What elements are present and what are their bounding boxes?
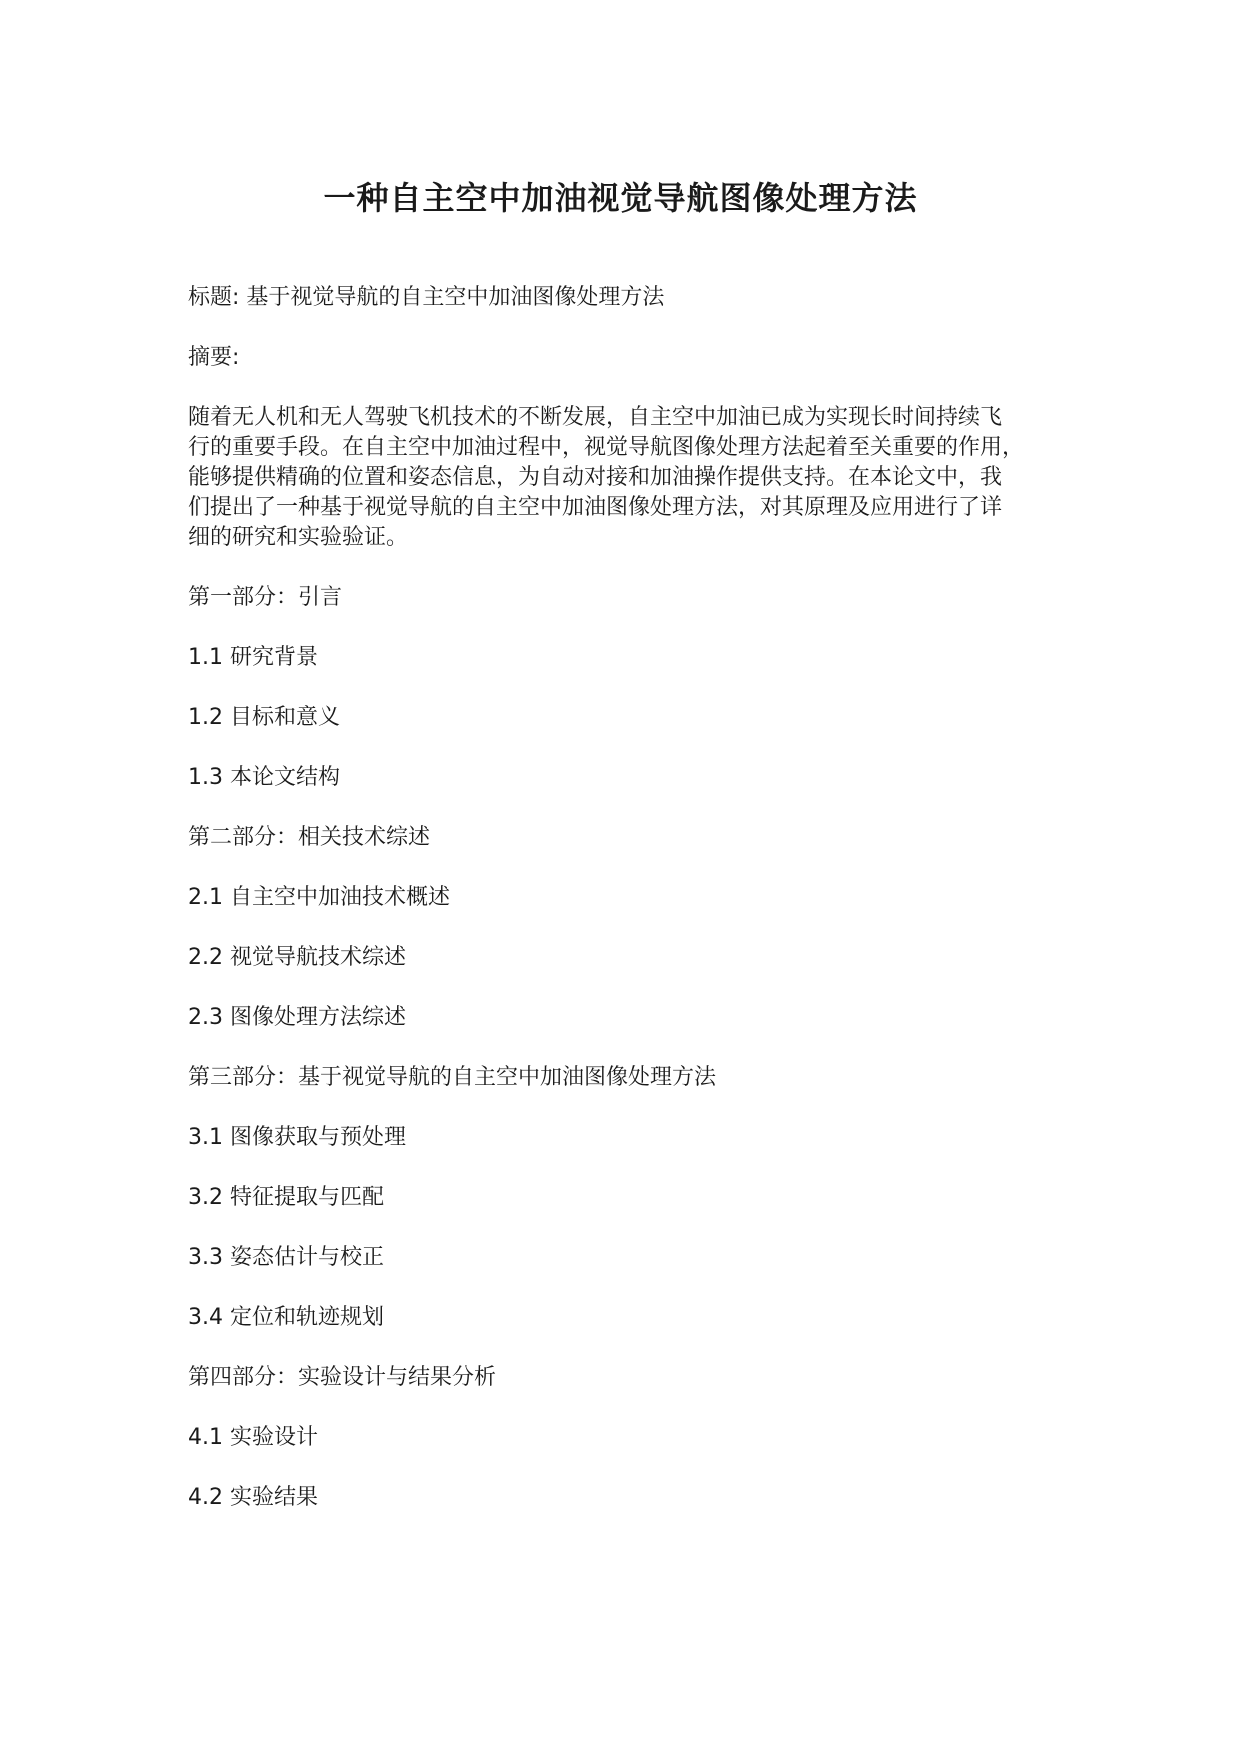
document-body xyxy=(188,283,1068,1543)
outline-item: 3.4 定位和轨迹规划 xyxy=(188,1305,384,1330)
abstract-line: 行的重要手段。在自主空中加油过程中，视觉导航图像处理方法起着至关重要的作用， xyxy=(188,435,1025,460)
abstract-paragraph xyxy=(188,403,1068,553)
outline-item: 2.3 图像处理方法综述 xyxy=(188,1005,406,1030)
outline-item: 1.2 目标和意义 xyxy=(188,705,340,730)
section-heading: 第四部分：实验设计与结果分析 xyxy=(188,1365,497,1390)
outline-item: 2.2 视觉导航技术综述 xyxy=(188,945,406,970)
outline-item: 1.3 本论文结构 xyxy=(188,765,340,790)
abstract-line: 随着无人机和无人驾驶飞机技术的不断发展，自主空中加油已成为实现长时间持续飞 xyxy=(188,405,1003,430)
outline-item: 3.1 图像获取与预处理 xyxy=(188,1125,406,1150)
outline-item: 4.2 实验结果 xyxy=(188,1485,318,1510)
abstract-line: 们提出了一种基于视觉导航的自主空中加油图像处理方法，对其原理及应用进行了详 xyxy=(188,495,1003,520)
abstract-label: 摘要: xyxy=(188,345,240,370)
section-heading: 第一部分：引言 xyxy=(188,585,343,610)
outline-item: 2.1 自主空中加油技术概述 xyxy=(188,885,450,910)
section-heading: 第二部分：相关技术综述 xyxy=(188,825,431,850)
abstract-line: 细的研究和实验验证。 xyxy=(188,525,409,550)
outline-item: 3.3 姿态估计与校正 xyxy=(188,1245,384,1270)
subtitle-line: 标题: 基于视觉导航的自主空中加油图像处理方法 xyxy=(188,285,665,310)
outline-item: 1.1 研究背景 xyxy=(188,645,318,670)
outline-item: 4.1 实验设计 xyxy=(188,1425,318,1450)
abstract-line: 能够提供精确的位置和姿态信息，为自动对接和加油操作提供支持。在本论文中，我 xyxy=(188,465,1003,490)
outline-item: 3.2 特征提取与匹配 xyxy=(188,1185,384,1210)
document-title: 一种自主空中加油视觉导航图像处理方法 xyxy=(323,179,918,217)
section-heading: 第三部分：基于视觉导航的自主空中加油图像处理方法 xyxy=(188,1065,717,1090)
